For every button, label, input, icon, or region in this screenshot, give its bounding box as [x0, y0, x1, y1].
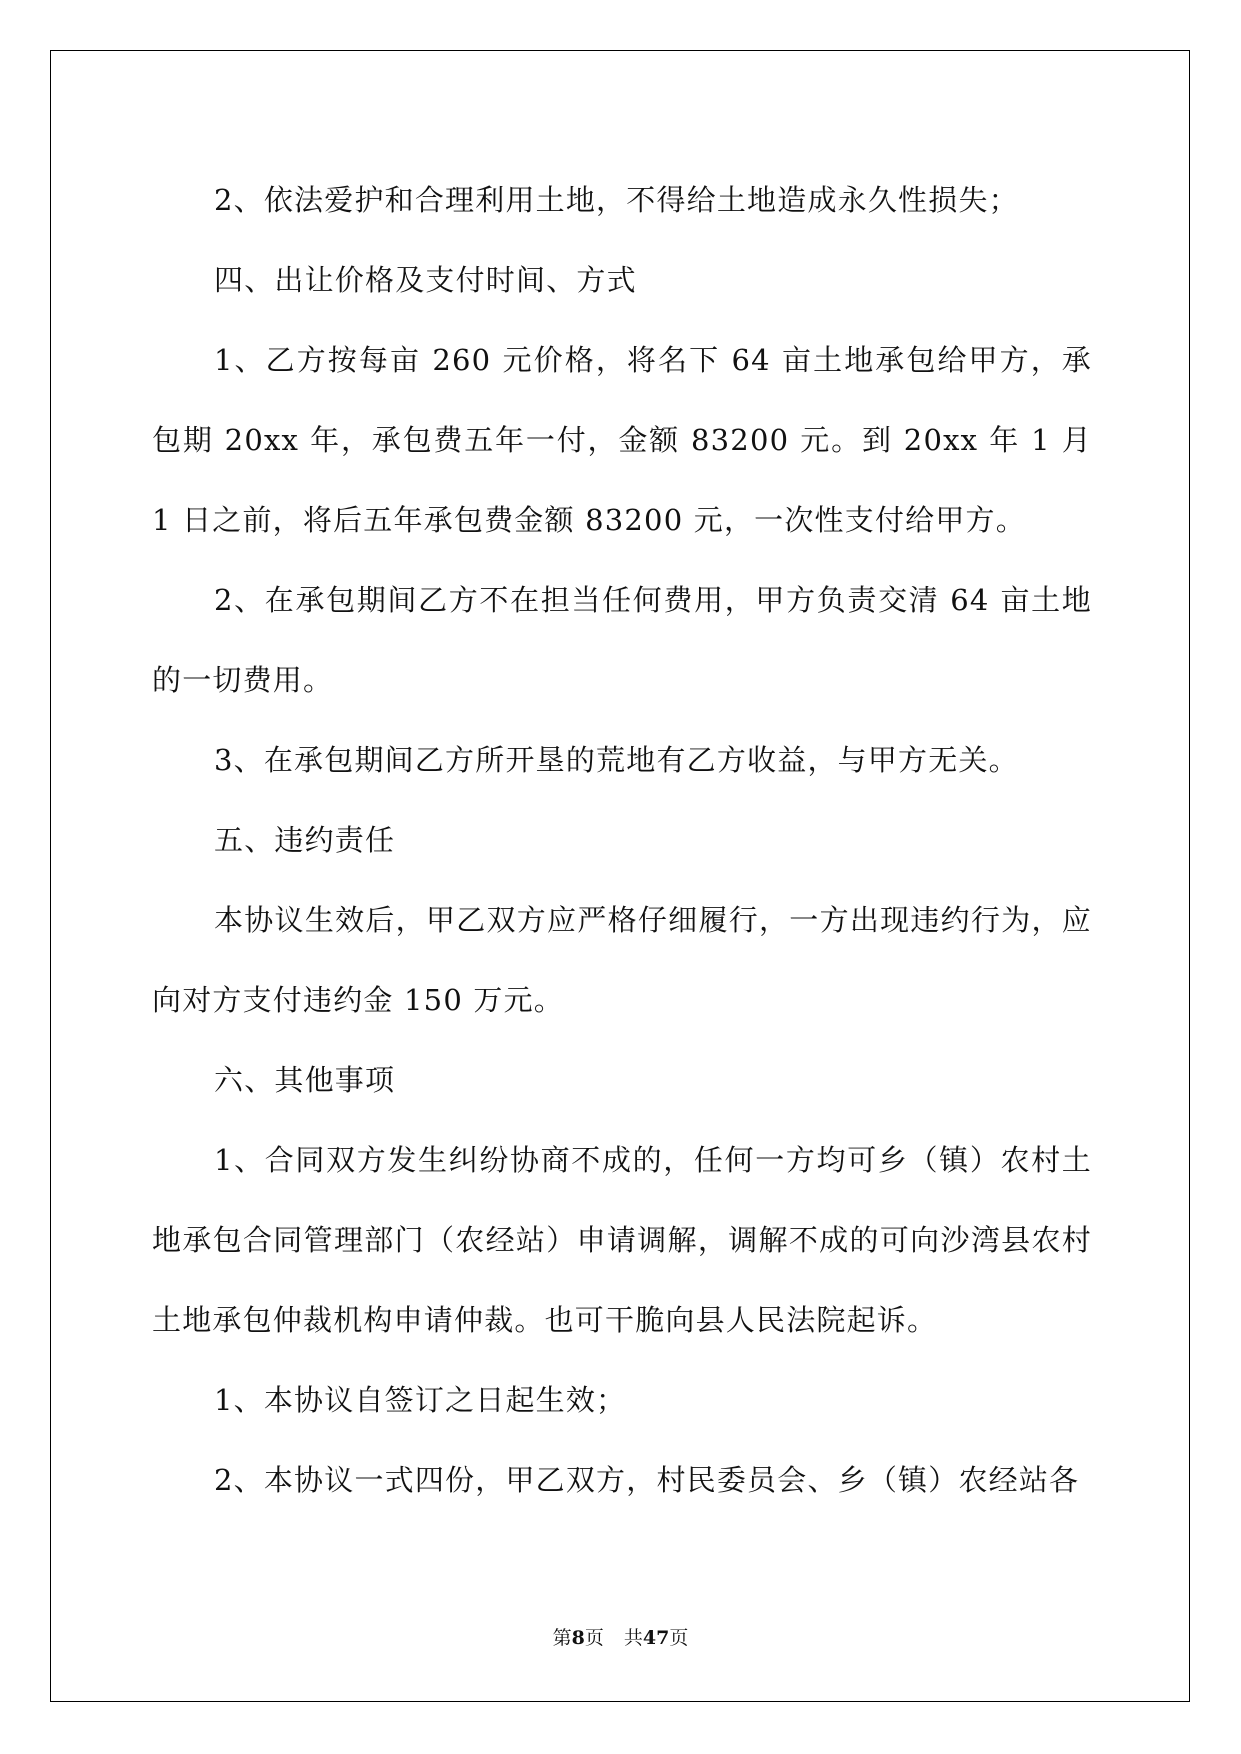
paragraph: 1、本协议自签订之日起生效； [214, 1383, 627, 1417]
section-heading: 六、其他事项 [214, 1063, 396, 1097]
paragraph: 1、乙方按每亩 260 元价格，将名下 64 亩土地承包给甲方，承包期 20xx 年，承包费五年一付，金额 83200 元。到 20xx 年 1 月 1 日之前，将后五年承包费金额 83200 元，一次性支付给甲方。 [152, 343, 1092, 537]
paragraph: 本协议生效后，甲乙双方应严格仔细履行，一方出现违约行为，应向对方支付违约金 150 万元。 [152, 903, 1092, 1017]
page-footer [0, 1623, 1241, 1650]
paragraph: 2、在承包期间乙方不在担当任何费用，甲方负责交清 64 亩土地的一切费用。 [152, 583, 1092, 697]
page-prefix: 第 [552, 1627, 572, 1649]
total-prefix: 共 [623, 1627, 643, 1649]
page-suffix: 页 [584, 1627, 604, 1649]
section-heading: 五、违约责任 [214, 823, 396, 857]
paragraph: 3、在承包期间乙方所开垦的荒地有乙方收益，与甲方无关。 [214, 743, 1019, 777]
page-number: 8 [571, 1627, 585, 1649]
document-body [152, 160, 1092, 1520]
paragraph: 2、依法爱护和合理利用土地，不得给土地造成永久性损失； [214, 183, 1019, 217]
paragraph: 1、合同双方发生纠纷协商不成的，任何一方均可乡（镇）农村土地承包合同管理部门（农经站）申请调解，调解不成的可向沙湾县农村土地承包仲裁机构申请仲裁。也可干脆向县人民法院起诉。 [152, 1143, 1092, 1337]
total-pages: 47 [642, 1627, 670, 1649]
paragraph: 2、本协议一式四份，甲乙双方，村民委员会、乡（镇）农经站各 [214, 1463, 1080, 1497]
section-heading: 四、出让价格及支付时间、方式 [214, 263, 637, 297]
total-suffix: 页 [669, 1627, 689, 1649]
